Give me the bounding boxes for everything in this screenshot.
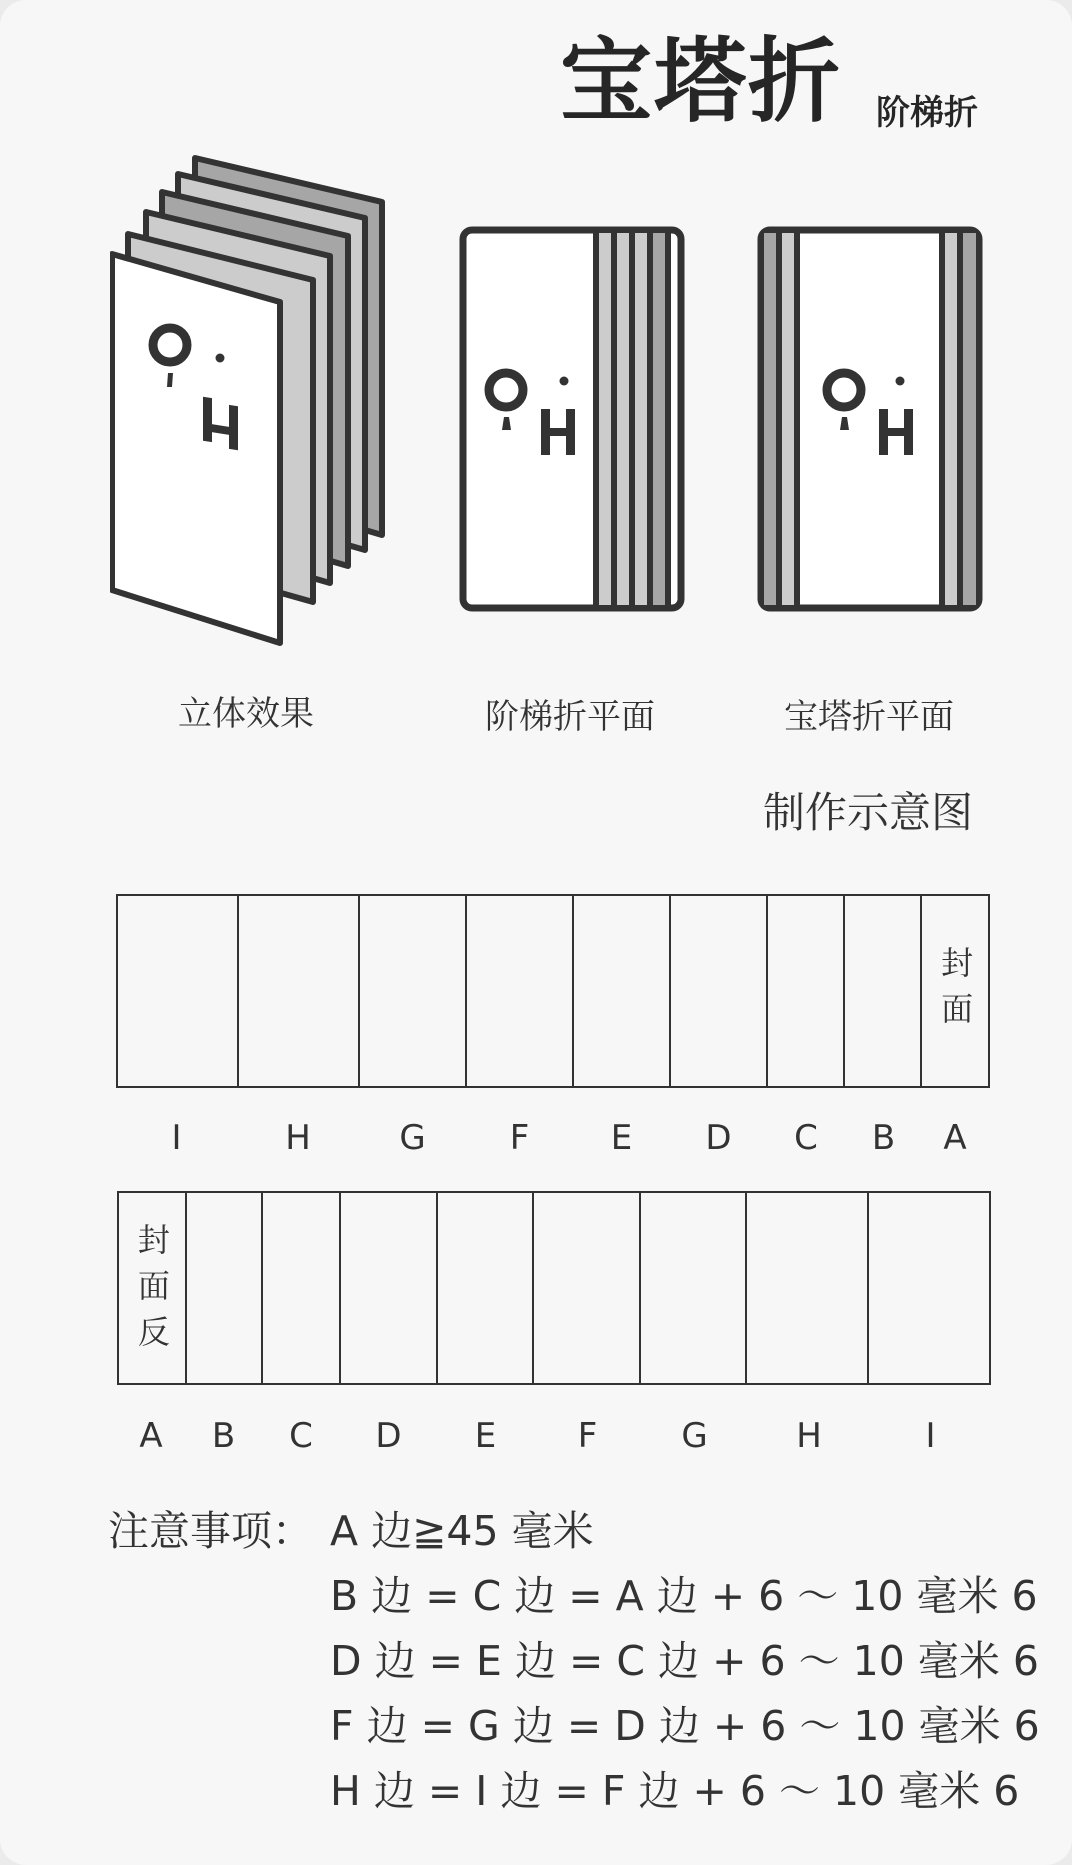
panel-label: D <box>375 1416 402 1456</box>
panel-label: C <box>289 1416 313 1456</box>
step-fold-plane-illustration <box>458 225 686 613</box>
note-line: D 边 = E 边 = C 边 + 6 ～ 10 毫米 6 <box>330 1637 1039 1685</box>
panel-label: F <box>509 1118 530 1158</box>
panel-label: A <box>139 1416 163 1456</box>
panel-label: D <box>705 1118 732 1158</box>
caption-pagoda-fold-plane: 宝塔折平面 <box>784 697 954 737</box>
panel-a-cover <box>922 896 988 1086</box>
panel-c <box>768 896 846 1086</box>
panel-c <box>263 1193 341 1383</box>
note-line: A 边≧45 毫米 <box>330 1507 594 1555</box>
panel-label: G <box>399 1118 426 1158</box>
panel-label: E <box>610 1118 633 1158</box>
note-line: F 边 = G 边 = D 边 + 6 ～ 10 毫米 6 <box>330 1702 1040 1750</box>
notes-label: 注意事项： <box>108 1507 313 1555</box>
panel-row-back <box>117 1191 991 1385</box>
panel-label: F <box>577 1416 598 1456</box>
cover-back-label: 封面反 <box>132 1223 171 1361</box>
panel-b <box>845 896 922 1086</box>
panel-h <box>239 896 361 1086</box>
panel-f <box>467 896 574 1086</box>
note-line: B 边 = C 边 = A 边 + 6 ～ 10 毫米 6 <box>330 1572 1038 1620</box>
panel-labels-front <box>116 1118 988 1158</box>
panel-label: C <box>794 1118 818 1158</box>
panel-e <box>574 896 671 1086</box>
panel-g <box>360 896 467 1086</box>
page-title: 宝塔折 <box>560 28 843 135</box>
page-subtitle: 阶梯折 <box>876 93 978 133</box>
caption-step-fold-plane: 阶梯折平面 <box>485 697 655 737</box>
note-line: H 边 = I 边 = F 边 + 6 ～ 10 毫米 6 <box>330 1767 1020 1815</box>
pagoda-fold-plane-illustration <box>756 225 984 613</box>
panel-label: H <box>285 1118 311 1158</box>
panel-label: E <box>474 1416 497 1456</box>
brochure-3d-illustration <box>110 150 400 660</box>
panel-f <box>534 1193 641 1383</box>
caption-3d-effect: 立体效果 <box>178 694 314 734</box>
panel-label: A <box>943 1118 967 1158</box>
panel-g <box>641 1193 748 1383</box>
cover-label: 封面 <box>936 946 975 1038</box>
panel-label: I <box>925 1416 936 1456</box>
panel-h <box>747 1193 868 1383</box>
panel-i <box>869 1193 989 1383</box>
diagram-title: 制作示意图 <box>763 788 974 837</box>
panel-labels-back <box>117 1416 991 1456</box>
panel-label: H <box>796 1416 822 1456</box>
panel-d <box>341 1193 438 1383</box>
panel-label: G <box>681 1416 708 1456</box>
panel-b <box>187 1193 264 1383</box>
panel-label: B <box>211 1416 236 1456</box>
panel-d <box>671 896 768 1086</box>
panel-i <box>118 896 239 1086</box>
panel-a-cover-back <box>119 1193 187 1383</box>
panel-e <box>438 1193 535 1383</box>
panel-label: B <box>871 1118 896 1158</box>
panel-row-front <box>116 894 990 1088</box>
panel-label: I <box>171 1118 182 1158</box>
